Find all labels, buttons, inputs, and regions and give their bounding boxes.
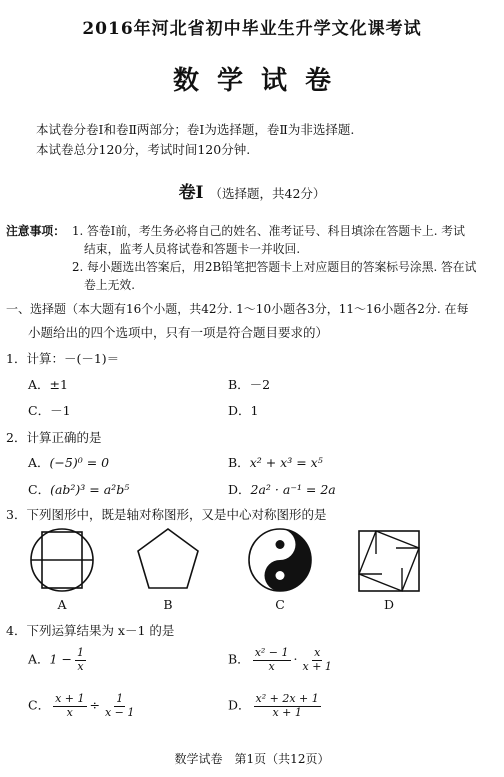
q2-c-label: C． bbox=[28, 482, 51, 497]
section-subtitle: （选择题，共42分） bbox=[209, 186, 326, 201]
q4-b-fraction-1 bbox=[253, 647, 291, 673]
q3-label-d: D bbox=[383, 597, 395, 612]
q4-option-a bbox=[28, 647, 89, 673]
q4-c-denominator-2: x − 1 bbox=[104, 705, 135, 719]
q1-stem: 1．计算：－(－1)＝ bbox=[6, 351, 120, 366]
q4-c-numerator-2: 1 bbox=[116, 692, 124, 705]
q4-b-denominator-2: x + 1 bbox=[302, 659, 332, 673]
q1-option-d: D．1 bbox=[228, 403, 259, 418]
q4-c-fraction-2 bbox=[103, 693, 136, 719]
q2-stem: 2．计算正确的是 bbox=[6, 430, 102, 445]
q3-figure-a bbox=[28, 526, 96, 594]
q3-figure-b bbox=[134, 526, 202, 594]
q1-option-a: A．±1 bbox=[28, 377, 68, 392]
q4-d-fraction bbox=[254, 693, 321, 719]
q4-b-operator: · bbox=[293, 651, 298, 667]
q2-option-d bbox=[228, 480, 336, 498]
q4-a-numerator: 1 bbox=[76, 646, 84, 659]
note-2-line-2: 卷上无效. bbox=[84, 278, 135, 292]
q4-c-denominator-1: x bbox=[66, 705, 73, 719]
q3-label-a: A bbox=[57, 597, 67, 612]
q4-c-label: C． bbox=[28, 697, 51, 713]
q3-label-b: B bbox=[163, 597, 173, 612]
q4-b-label: B． bbox=[228, 651, 250, 667]
q2-d-expr: 2a² · a⁻¹ = 2a bbox=[250, 482, 336, 497]
q4-a-label: A． bbox=[28, 651, 50, 667]
q4-option-d bbox=[228, 693, 324, 719]
q4-option-b bbox=[228, 647, 337, 673]
q2-b-label: B． bbox=[228, 455, 250, 470]
q4-b-fraction-2 bbox=[301, 647, 334, 673]
q4-option-c bbox=[28, 693, 139, 719]
q3-figure-c bbox=[246, 526, 314, 594]
intro-line-2: 本试卷总分120分，考试时间120分钟. bbox=[36, 142, 251, 157]
q1-option-b: B．－2 bbox=[228, 377, 271, 392]
q4-d-denominator: x + 1 bbox=[272, 705, 302, 719]
q2-b-expr: x² + x³ = x⁵ bbox=[249, 455, 323, 470]
q2-option-a bbox=[28, 453, 109, 471]
paper-title: 数学试卷 bbox=[172, 66, 349, 96]
q2-option-c bbox=[28, 480, 129, 498]
q4-d-label: D． bbox=[228, 697, 251, 713]
q4-stem: 4．下列运算结果为 x－1 的是 bbox=[6, 623, 175, 638]
q3-figure-d bbox=[356, 528, 422, 594]
q2-d-label: D． bbox=[228, 482, 251, 497]
q2-c-expr: (ab²)³ = a²b⁵ bbox=[50, 482, 130, 497]
q1-option-c: C．－1 bbox=[28, 403, 71, 418]
q3-stem: 3．下列图形中，既是轴对称图形，又是中心对称图形的是 bbox=[6, 507, 327, 522]
intro-line-1: 本试卷分卷Ⅰ和卷Ⅱ两部分；卷Ⅰ为选择题，卷Ⅱ为非选择题. bbox=[36, 122, 355, 137]
part1-line-1: 一、选择题（本大题有16个小题，共42分. 1～10小题各3分，11～16小题各2分. 在每 bbox=[6, 302, 469, 316]
q2-a-label: A． bbox=[28, 455, 50, 470]
exam-title: 2016年河北省初中毕业生升学文化课考试 bbox=[82, 19, 422, 39]
note-2-line-1: 2. 每小题选出答案后，用2B铅笔把答题卡上对应题目的答案标号涂黑. 答在试 bbox=[72, 260, 477, 274]
q4-c-numerator-1: x + 1 bbox=[55, 692, 85, 705]
q4-c-operator: ÷ bbox=[89, 697, 100, 713]
q2-a-expr: (−5)⁰ = 0 bbox=[49, 455, 110, 470]
page-footer: 数学试卷 第1页（共12页） bbox=[174, 752, 330, 766]
q4-b-numerator-2: x bbox=[314, 646, 321, 659]
part1-line-2: 小题给出的四个选项中，只有一项是符合题目要求的） bbox=[28, 325, 329, 340]
section-title: 卷Ⅰ bbox=[178, 183, 204, 203]
section-heading bbox=[0, 178, 504, 203]
q4-b-denominator-1: x bbox=[268, 659, 275, 673]
q4-c-fraction-1 bbox=[53, 693, 86, 719]
q4-a-fraction bbox=[75, 647, 86, 673]
q4-b-numerator-1: x² − 1 bbox=[254, 646, 289, 659]
q4-a-lead: 1 − bbox=[49, 651, 72, 667]
note-1-line-2: 结束，监考人员将试卷和答题卡一并收回. bbox=[84, 242, 301, 256]
q4-d-numerator: x² + 2x + 1 bbox=[255, 692, 319, 705]
note-1-line-1: 1. 答卷Ⅰ前，考生务必将自己的姓名、准考证号、科目填涂在答题卡上. 考试 bbox=[72, 224, 465, 238]
q3-label-c: C bbox=[275, 597, 285, 612]
notes-label: 注意事项： bbox=[6, 224, 65, 238]
q2-option-b bbox=[228, 453, 323, 471]
q4-a-denominator: x bbox=[77, 659, 84, 673]
